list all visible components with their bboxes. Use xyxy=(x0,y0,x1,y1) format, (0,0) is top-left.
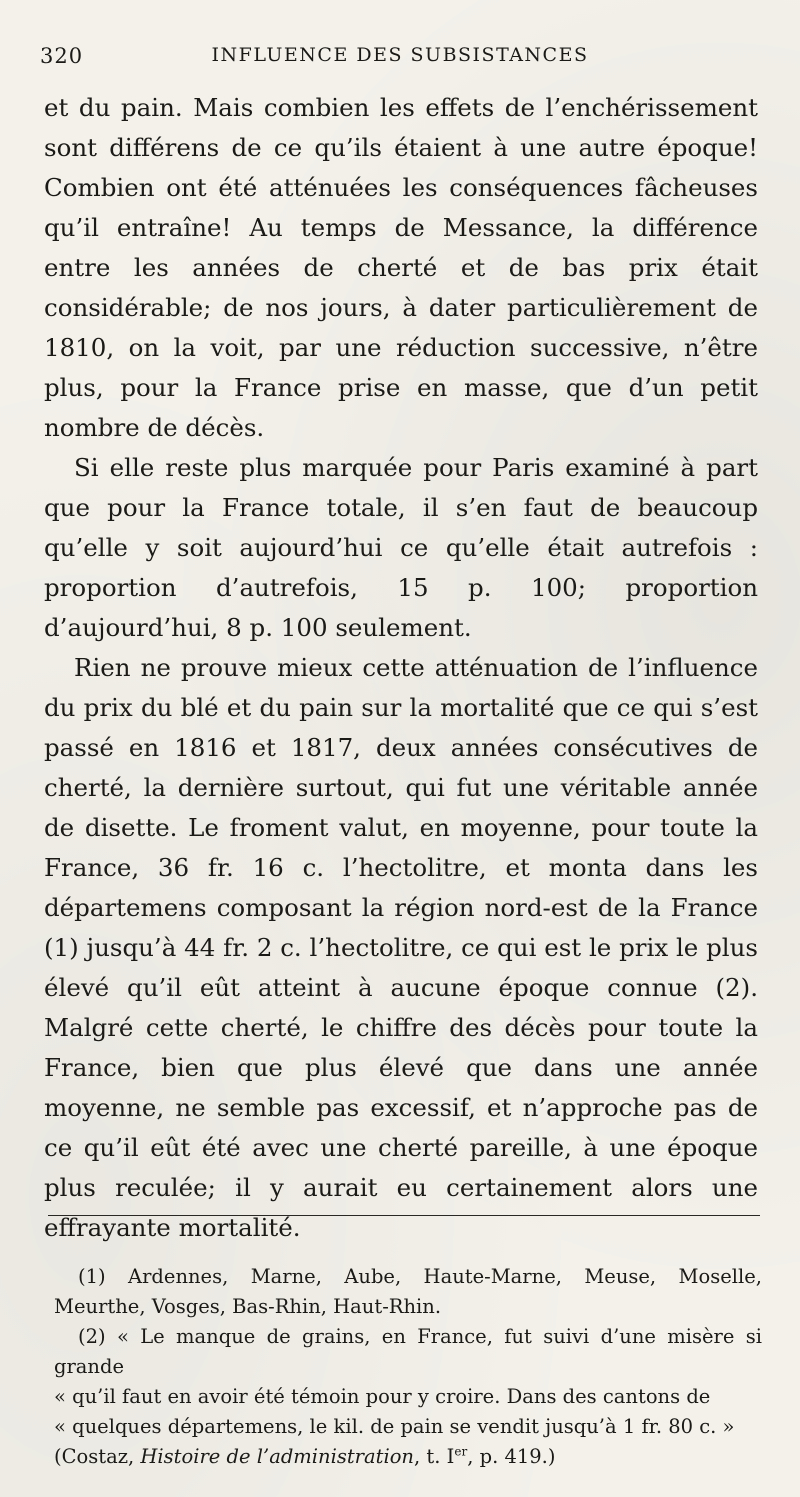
running-head: INFLUENCE DES SUBSISTANCES xyxy=(211,44,589,66)
source-volume-sup: er xyxy=(454,1444,468,1459)
paragraph-3: Rien ne prouve mieux cette atténuation de l’influence du prix du blé et du pain sur la mortalité que ce qui s’est passé en 1816 et 1817, deux années consécutives de cherté, la dernière surtout, qui fut une véritable année de disette. Le froment valut, en moyenne, pour toute la France, 36 fr. 16 c. l’hectolitre, et monta dans les départemens composant la région nord-est de la France (1) jusqu’à 44 fr. 2 c. l’hectolitre, ce qui est le prix le plus élevé qu’il eût atteint à aucune époque connue (2). Malgré cette cherté, le chiffre des décès pour toute la France, bien que plus élevé que dans une année moyenne, ne semble pas excessif, et n’approche pas de ce qu’il eût été avec une cherté pareille, à une époque plus reculée; il y aurait eu certainement alors une effrayante mortalité. xyxy=(44,653,758,1242)
footnote-2-source xyxy=(54,1442,762,1472)
footnote-divider xyxy=(48,1215,760,1216)
footnote-1: (1) Ardennes, Marne, Aube, Haute-Marne, Meuse, Moselle, Meurthe, Vosges, Bas-Rhin, Haut-Rhin. xyxy=(54,1265,762,1318)
footnotes xyxy=(54,1262,762,1472)
footnote-2-line-2: « qu’il faut en avoir été témoin pour y croire. Dans des cantons de xyxy=(54,1385,711,1408)
source-open: (Costaz, xyxy=(54,1445,141,1468)
source-volume: , t. I xyxy=(414,1445,455,1468)
footnote-2-line-3: « quelques départemens, le kil. de pain se vendit jusqu’à 1 fr. 80 c. » xyxy=(54,1415,735,1438)
page-number: 320 xyxy=(40,44,84,68)
source-page: , p. 419.) xyxy=(467,1445,556,1468)
footnote-2-line-1: (2) « Le manque de grains, en France, fut suivi d’une misère si grande xyxy=(54,1325,762,1378)
footnote-2 xyxy=(54,1322,762,1472)
paragraph-2: Si elle reste plus marquée pour Paris examiné à part que pour la France totale, il s’en faut de beaucoup qu’elle y soit aujourd’hui ce qu’elle était autrefois : proportion d’autrefois, 15 p. 100; proportion d’aujourd’hui, 8 p. 100 seulement. xyxy=(44,453,758,642)
source-title: Histoire de l’administration xyxy=(140,1445,414,1468)
body-text xyxy=(44,88,758,1248)
paragraph-1: et du pain. Mais combien les effets de l’enchérissement sont différens de ce qu’ils étaient à une autre époque! Combien ont été atténuées les conséquences fâcheuses qu’il entraîne! Au temps de Messance, la différence entre les années de cherté et de bas prix était considérable; de nos jours, à dater particulièrement de 1810, on la voit, par une réduction successive, n’être plus, pour la France prise en masse, que d’un petit nombre de décès. xyxy=(44,93,758,442)
page-header xyxy=(40,44,760,76)
